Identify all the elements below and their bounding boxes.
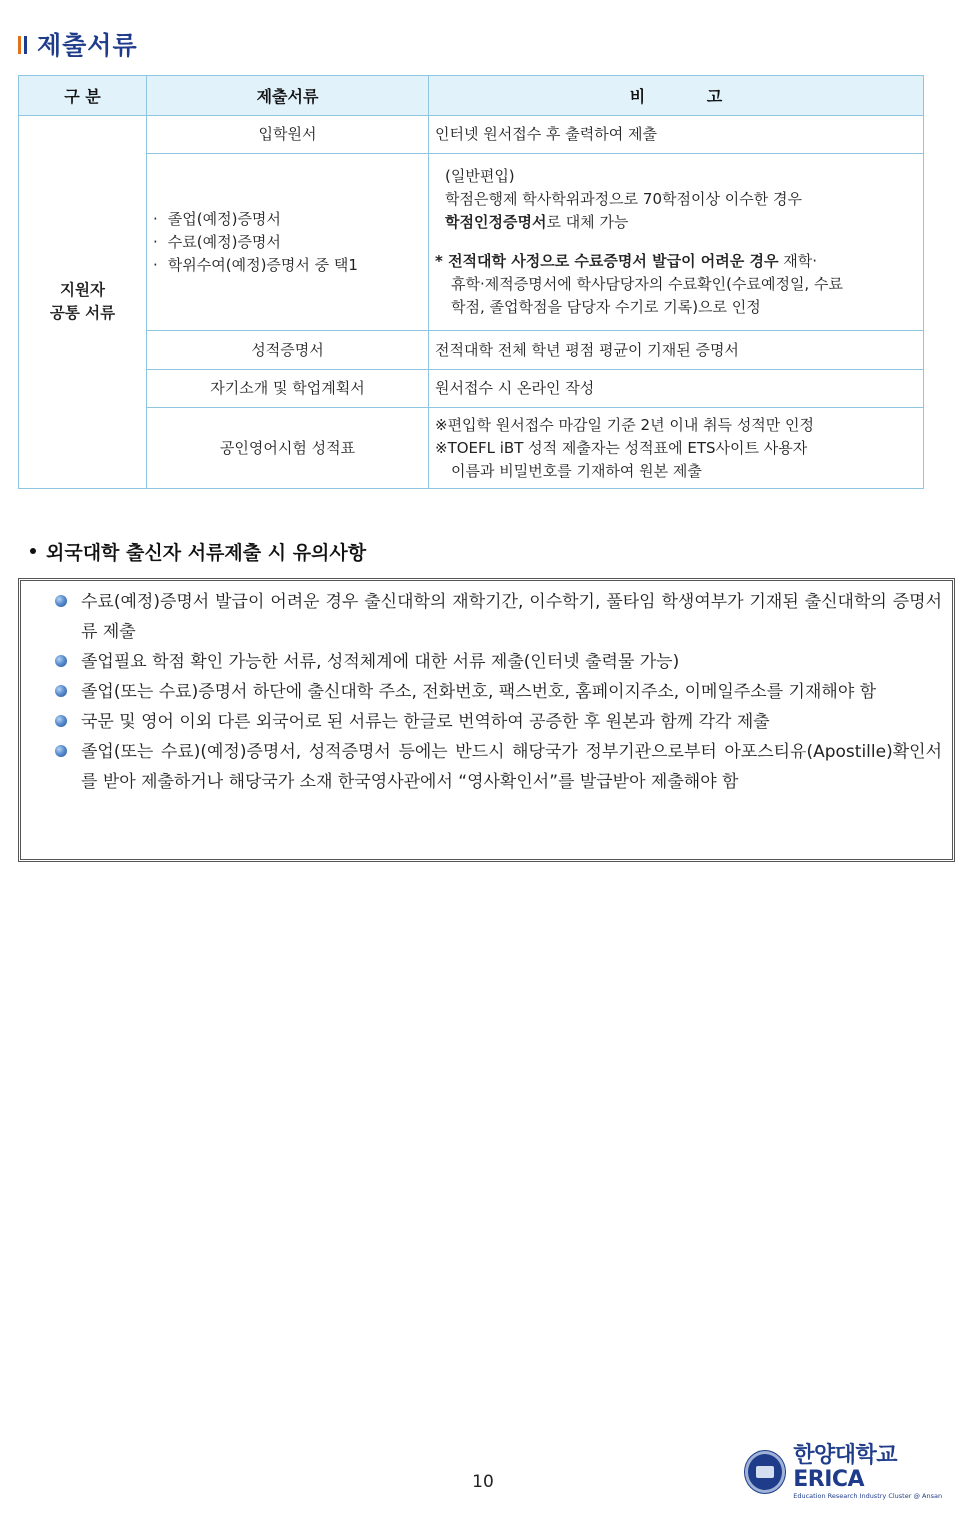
note-line: 이름과 비밀번호를 기재하여 원본 제출 <box>451 461 702 480</box>
note-line: (일반편입) <box>445 167 515 185</box>
doc-application: 입학원서 <box>147 116 429 154</box>
bullet-dot-icon <box>30 548 36 554</box>
page-title: 제출서류 <box>37 31 138 60</box>
title-bar-icon <box>18 34 27 54</box>
doc-certificates <box>147 154 429 331</box>
doc-certificate-label: 졸업(예정)증명서 <box>167 209 281 228</box>
table-row <box>19 154 924 331</box>
note-text: 재학· <box>778 252 818 270</box>
note-application: 인터넷 원서접수 후 출력하여 제출 <box>429 116 924 154</box>
note-line <box>435 211 917 234</box>
table-row <box>19 116 924 154</box>
note-transcript: 전적대학 전체 학년 평점 평균이 기재된 증명서 <box>429 331 924 370</box>
note-english <box>429 408 924 489</box>
notice-title-block <box>30 536 366 566</box>
note-self-intro: 원서접수 시 온라인 작성 <box>429 370 924 408</box>
university-seal-icon <box>745 1451 785 1493</box>
blue-bullet-icon <box>55 655 67 667</box>
notice-item-text: 수료(예정)증명서 발급이 어려운 경우 출신대학의 재학기간, 이수학기, 풀타임 학생여부가 기재된 출신대학의 증명서류 제출 <box>81 592 942 642</box>
doc-self-intro: 자기소개 및 학업계획서 <box>147 370 429 408</box>
blue-bullet-icon <box>55 745 67 757</box>
notice-item-text: 졸업(또는 수료)(예정)증명서, 성적증명서 등에는 반드시 해당국가 정부기관으로부터 아포스티유(Apostille)확인서를 받아 제출하거나 해당국가 소재 한국영사관에서 “영사확인서”를 발급받아 제출해야 함 <box>81 742 942 792</box>
bullet: · <box>153 209 158 228</box>
list-item <box>53 587 942 647</box>
note-certificates <box>429 154 924 331</box>
header-remarks: 비 고 <box>429 76 924 116</box>
logo-subtitle: Education Research Industry Cluster @ Ansan <box>793 1492 943 1500</box>
blue-bullet-icon <box>55 595 67 607</box>
category-cell: 지원자 공통 서류 <box>19 116 147 489</box>
list-item <box>53 707 942 737</box>
notice-item-text: 국문 및 영어 이외 다른 외국어로 된 서류는 한글로 번역하여 공증한 후 원본과 함께 각각 제출 <box>81 712 770 732</box>
logo-name: 한양대학교 ERICA <box>793 1443 897 1492</box>
doc-certificate-label: 수료(예정)증명서 <box>167 232 281 251</box>
note-bold: 학점인정증명서 <box>445 213 547 231</box>
list-item <box>53 647 942 677</box>
doc-english: 공인영어시험 성적표 <box>147 408 429 489</box>
notice-title: 외국대학 출신자 서류제출 시 유의사항 <box>46 541 367 564</box>
header-documents: 제출서류 <box>147 76 429 116</box>
note-line: ※TOEFL iBT 성적 제출자는 성적표에 ETS사이트 사용자 <box>435 438 808 457</box>
table-row <box>19 331 924 370</box>
list-item <box>53 677 942 707</box>
note-line: 학점은행제 학사학위과정으로 70학점이상 이수한 경우 <box>445 190 802 208</box>
list-item <box>153 254 422 277</box>
header-category: 구 분 <box>19 76 147 116</box>
notice-item-text: 졸업필요 학점 확인 가능한 서류, 성적체계에 대한 서류 제출(인터넷 출력물 가능) <box>81 652 680 672</box>
table-header-row <box>19 76 924 116</box>
note-text: 로 대체 가능 <box>546 213 629 231</box>
doc-certificate-label: 학위수여(예정)증명서 중 택1 <box>167 255 358 274</box>
documents-table <box>18 75 924 489</box>
note-line: ※편입학 원서접수 마감일 기준 2년 이내 취득 성적만 인정 <box>435 415 815 434</box>
notice-item-text: 졸업(또는 수료)증명서 하단에 출신대학 주소, 전화번호, 팩스번호, 홈페이지주소, 이메일주소를 기재해야 함 <box>81 682 877 702</box>
table-row <box>19 408 924 489</box>
list-item <box>153 231 422 254</box>
note-line: 학점, 졸업학점을 담당자 수기로 기록)으로 인정 <box>451 298 761 316</box>
note-line: 휴학·제적증명서에 학사담당자의 수료확인(수료예정일, 수료 <box>451 275 843 293</box>
notice-box <box>18 578 955 862</box>
blue-bullet-icon <box>55 685 67 697</box>
bullet: · <box>153 255 158 274</box>
list-item <box>153 208 422 231</box>
page-number: 10 <box>472 1472 494 1492</box>
table-row <box>19 370 924 408</box>
note-line <box>435 250 917 273</box>
note-bold: * 전적대학 사정으로 수료증명서 발급이 어려운 경우 <box>435 252 779 270</box>
bullet: · <box>153 232 158 251</box>
list-item <box>53 737 942 797</box>
page-title-block <box>18 26 138 62</box>
doc-transcript: 성적증명서 <box>147 331 429 370</box>
blue-bullet-icon <box>55 715 67 727</box>
university-logo <box>745 1443 966 1500</box>
